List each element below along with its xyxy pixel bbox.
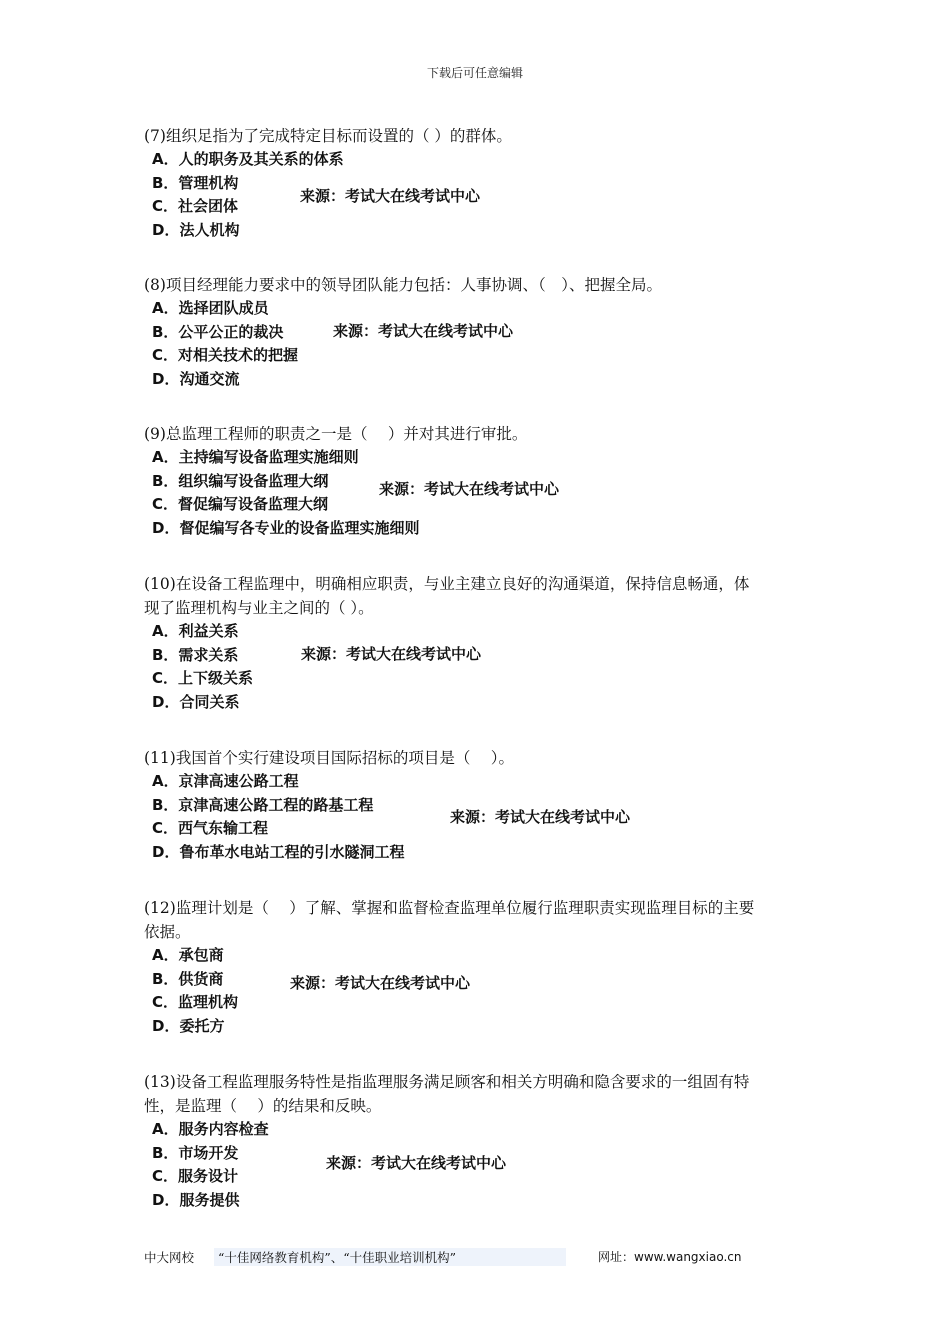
question-stem: 性，是监理（ ）的结果和反映。 xyxy=(144,1097,382,1115)
question-stem: (12)监理计划是（ ）了解、掌握和监督检查监理单位履行监理职责实现监理目标的主要 xyxy=(144,899,755,917)
source-label: 来源：考试大在线考试中心 xyxy=(326,1154,507,1172)
option-d: D．合同关系 xyxy=(152,692,240,711)
question-stem: (11)我国首个实行建设项目国际招标的项目是（ ）。 xyxy=(144,749,514,767)
source-label: 来源：考试大在线考试中心 xyxy=(333,322,514,340)
option-d: D．鲁布革水电站工程的引水隧洞工程 xyxy=(152,842,405,861)
question-7 xyxy=(144,124,810,242)
option-a: A．人的职务及其关系的体系 xyxy=(152,150,344,168)
option-b: B．市场开发 xyxy=(152,1143,239,1162)
question-12 xyxy=(144,896,810,1038)
option-c: C．西气东输工程 xyxy=(152,819,269,837)
question-stem: (8)项目经理能力要求中的领导团队能力包括：人事协调、（ ）、把握全局。 xyxy=(144,276,662,294)
source-label: 来源：考试大在线考试中心 xyxy=(301,645,482,663)
option-b: B．京津高速公路工程的路基工程 xyxy=(152,795,374,814)
option-c: C．督促编写设备监理大纲 xyxy=(152,495,329,513)
source-label: 来源：考试大在线考试中心 xyxy=(379,480,560,498)
option-d: D．法人机构 xyxy=(152,220,240,239)
page-header: 下载后可任意编辑 xyxy=(426,66,523,80)
page-footer xyxy=(144,1248,810,1268)
option-a: A．承包商 xyxy=(152,946,224,964)
option-b: B．管理机构 xyxy=(152,173,239,192)
source-label: 来源：考试大在线考试中心 xyxy=(290,974,471,992)
option-c: C．监理机构 xyxy=(152,993,239,1011)
option-a: A．选择团队成员 xyxy=(152,299,269,317)
option-b: B．公平公正的裁决 xyxy=(152,322,284,341)
option-a: A．利益关系 xyxy=(152,622,239,640)
source-label: 来源：考试大在线考试中心 xyxy=(450,808,631,826)
question-stem: (10)在设备工程监理中，明确相应职责，与业主建立良好的沟通渠道，保持信息畅通，体 xyxy=(144,575,750,593)
option-b: B．组织编写设备监理大纲 xyxy=(152,471,329,490)
footer-brand: 中大网校 xyxy=(144,1250,195,1265)
question-stem: (9)总监理工程师的职责之一是（ ）并对其进行审批。 xyxy=(144,425,528,443)
option-a: A．服务内容检查 xyxy=(152,1120,269,1138)
question-stem: 依据。 xyxy=(144,923,191,941)
option-a: A．京津高速公路工程 xyxy=(152,772,299,790)
option-d: D．委托方 xyxy=(152,1016,225,1035)
question-stem: (7)组织足指为了完成特定目标而设置的（ ）的群体。 xyxy=(144,127,512,145)
question-stem: (13)设备工程监理服务特性是指监理服务满足顾客和相关方明确和隐含要求的一组固有特 xyxy=(144,1073,750,1091)
question-stem: 现了监理机构与业主之间的（ ）。 xyxy=(144,599,374,617)
option-d: D．督促编写各专业的设备监理实施细则 xyxy=(152,518,420,537)
option-d: D．沟通交流 xyxy=(152,369,240,388)
source-label: 来源：考试大在线考试中心 xyxy=(300,187,481,205)
option-d: D．服务提供 xyxy=(152,1190,240,1209)
option-c: C．社会团体 xyxy=(152,197,239,215)
question-13 xyxy=(144,1070,810,1212)
option-b: B．需求关系 xyxy=(152,645,239,664)
footer-website-link[interactable]: 网址：www.wangxiao.cn xyxy=(598,1250,742,1264)
option-c: C．上下级关系 xyxy=(152,669,254,687)
option-c: C．服务设计 xyxy=(152,1167,239,1185)
option-b: B．供货商 xyxy=(152,969,224,988)
question-11 xyxy=(144,746,810,864)
footer-slogan: “十佳网络教育机构”、“十佳职业培训机构” xyxy=(214,1248,566,1266)
option-c: C．对相关技术的把握 xyxy=(152,346,299,364)
option-a: A．主持编写设备监理实施细则 xyxy=(152,448,359,466)
